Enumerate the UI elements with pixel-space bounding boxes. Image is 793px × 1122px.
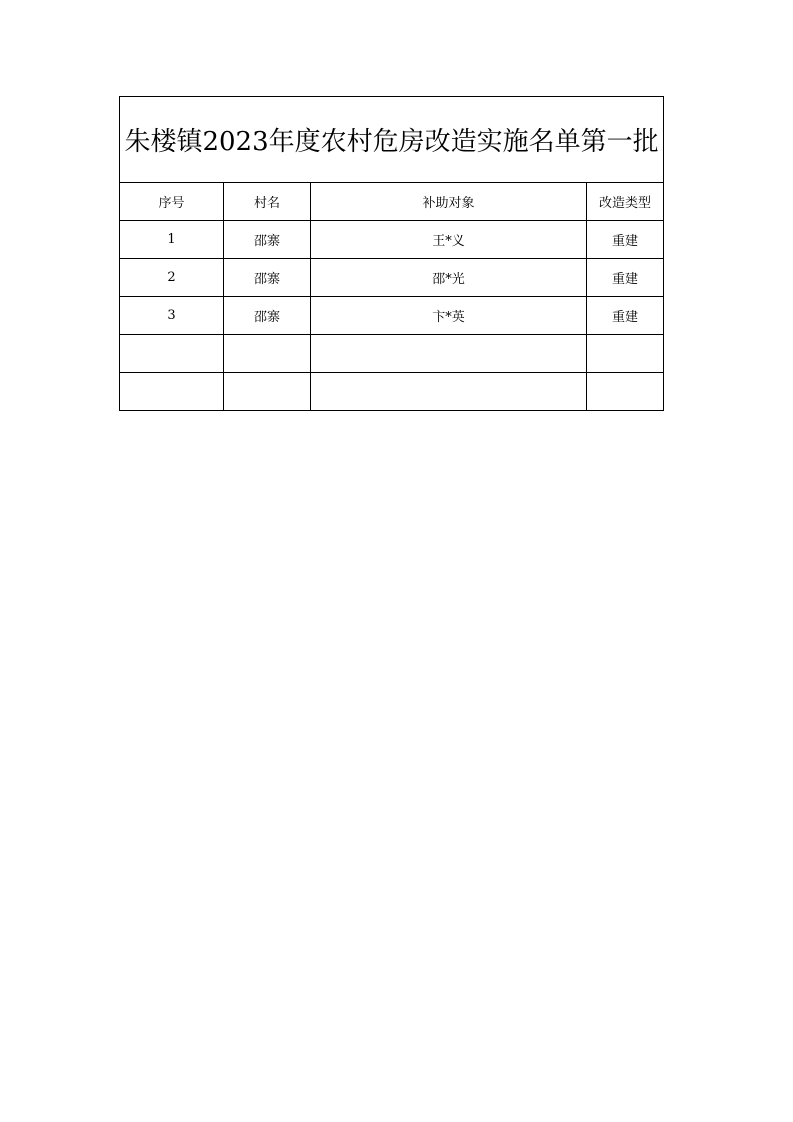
table-row — [120, 297, 664, 335]
table-header-row — [120, 183, 664, 221]
table-row — [120, 221, 664, 259]
cell-village — [224, 373, 311, 411]
column-header-type: 改造类型 — [587, 183, 664, 221]
column-header-village: 村名 — [224, 183, 311, 221]
cell-beneficiary — [311, 373, 587, 411]
column-header-beneficiary: 补助对象 — [311, 183, 587, 221]
cell-beneficiary — [311, 335, 587, 373]
column-header-serial: 序号 — [120, 183, 224, 221]
cell-serial — [120, 335, 224, 373]
cell-beneficiary: 邵*光 — [311, 259, 587, 297]
table-row-empty — [120, 335, 664, 373]
document-title: 朱楼镇2023年度农村危房改造实施名单第一批 — [120, 97, 664, 183]
table-row-empty — [120, 373, 664, 411]
cell-village — [224, 335, 311, 373]
cell-serial: 3 — [120, 297, 224, 335]
cell-beneficiary: 卞*英 — [311, 297, 587, 335]
cell-type: 重建 — [587, 259, 664, 297]
cell-serial: 1 — [120, 221, 224, 259]
cell-type: 重建 — [587, 221, 664, 259]
cell-serial: 2 — [120, 259, 224, 297]
table-row — [120, 259, 664, 297]
cell-village: 邵寨 — [224, 297, 311, 335]
cell-type — [587, 335, 664, 373]
renovation-list-table — [119, 96, 664, 411]
cell-serial — [120, 373, 224, 411]
cell-type: 重建 — [587, 297, 664, 335]
cell-village: 邵寨 — [224, 221, 311, 259]
cell-type — [587, 373, 664, 411]
cell-village: 邵寨 — [224, 259, 311, 297]
cell-beneficiary: 王*义 — [311, 221, 587, 259]
